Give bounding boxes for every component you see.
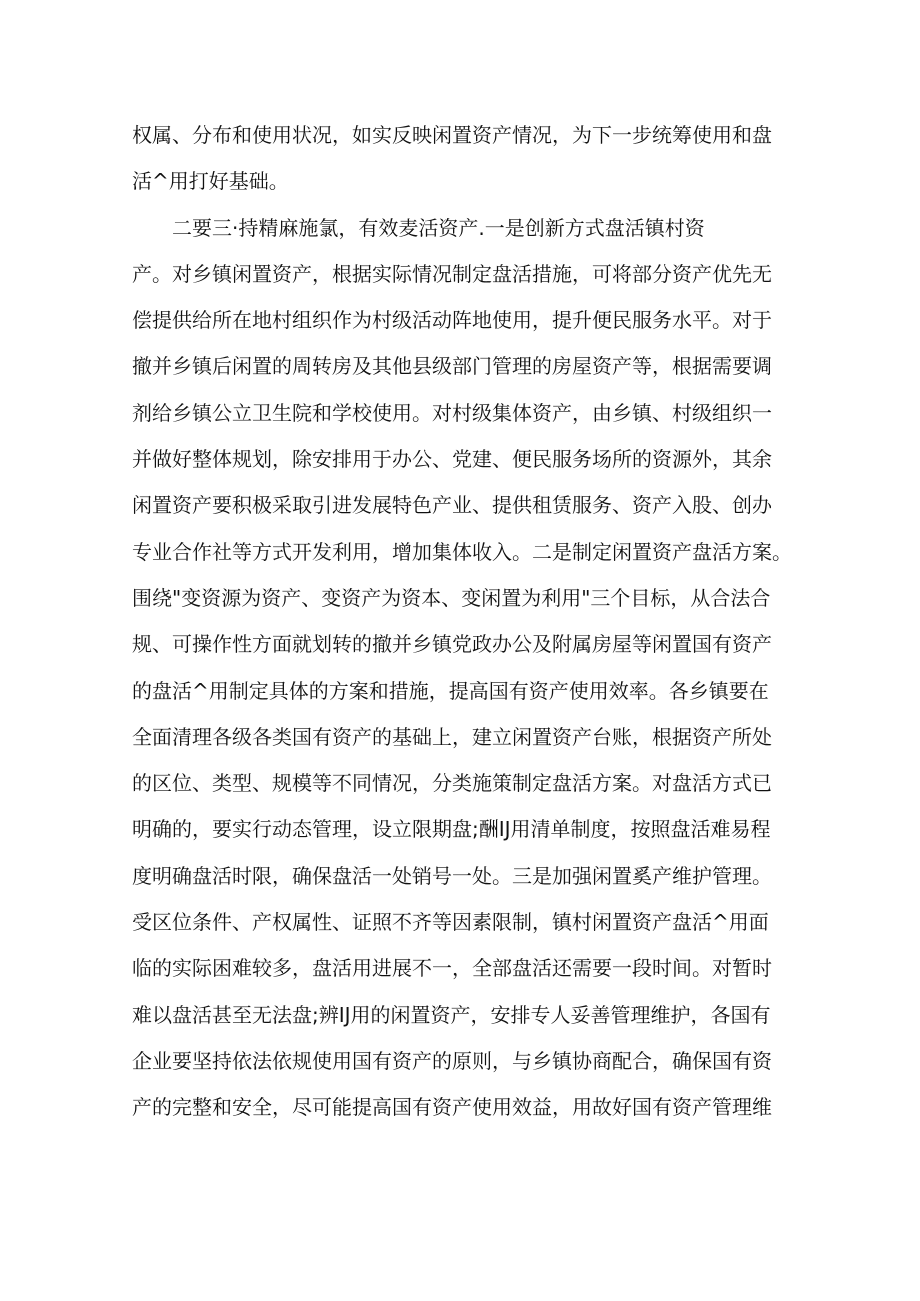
text-line: 围绕"变资源为资产、变资产为资本、变闲置为利用"三个目标，从合法合 <box>132 585 771 610</box>
text-line: 二要三·持精麻施氯，有效麦活资产.一是创新方式盘活镇村资 <box>172 215 705 240</box>
text-line: 企业要坚持依法依规使用国有资产的原则，与乡镇协商配合，确保国有资 <box>132 1048 772 1073</box>
document-body <box>132 112 792 1131</box>
text-line: 规、可操作性方面就划转的撤并乡镇党政办公及附属房屋等闲置国有资产 <box>132 632 772 657</box>
text-line: 全面清理各级各类国有资产的基础上，建立闲置资产台账，根据资产所处 <box>132 724 772 749</box>
text-line: 临的实际困难较多，盘活用进展不一，全部盘活还需要一段时间。对暂时 <box>132 956 772 981</box>
text-line: 专业合作社等方式开发利用，增加集体收入。二是制定闲置资产盘活方案。 <box>132 539 792 564</box>
text-line: 难以盘活甚至无法盘;辨IJ用的闲置资产，安排专人妥善管理维护，各国有 <box>132 1002 771 1027</box>
text-line: 的盘活^用制定具体的方案和措施，提高国有资产使用效率。各乡镇要在 <box>132 678 769 703</box>
text-line: 产的完整和安全，尽可能提高国有资产使用效益，用故好国有资产管理维 <box>132 1095 772 1120</box>
text-line: 受区位条件、产权属性、证照不齐等因素限制，镇村闲置资产盘活^用面 <box>132 910 769 935</box>
text-line: 撤并乡镇后闲置的周转房及其他县级部门管理的房屋资产等，根据需要调 <box>132 354 772 379</box>
text-line: 活^用打好基础。 <box>132 169 289 194</box>
text-line: 权属、分布和使用状况，如实反映闲置资产情况，为下一步统筹使用和盘 <box>132 123 772 147</box>
text-line: 并做好整体规划，除安排用于办公、党建、便民服务场所的资源外，其余 <box>132 447 772 472</box>
text-line: 闲置资产要积极采取引进发展特色产业、提供租赁服务、资产入股、创办 <box>132 493 772 518</box>
text-line: 偿提供给所在地村组织作为村级活动阵地使用，提升便民服务水平。对于 <box>132 308 772 333</box>
text-line: 剂给乡镇公立卫生院和学校使用。对村级集体资产，由乡镇、村级组织一 <box>132 400 772 425</box>
text-line: 产。对乡镇闲置资产，根据实际情况制定盘活措施，可将部分资产优先无 <box>132 261 772 286</box>
text-line: 的区位、类型、规模等不同情况，分类施策制定盘活方案。对盘活方式已 <box>132 771 772 796</box>
text-line: 明确的，要实行动态管理，设立限期盘;酬IJ用清单制度，按照盘活难易程 <box>132 817 771 842</box>
text-line: 度明确盘活时限，确保盘活一处销号一处。三是加强闲置奚产维护管理。 <box>132 863 772 888</box>
